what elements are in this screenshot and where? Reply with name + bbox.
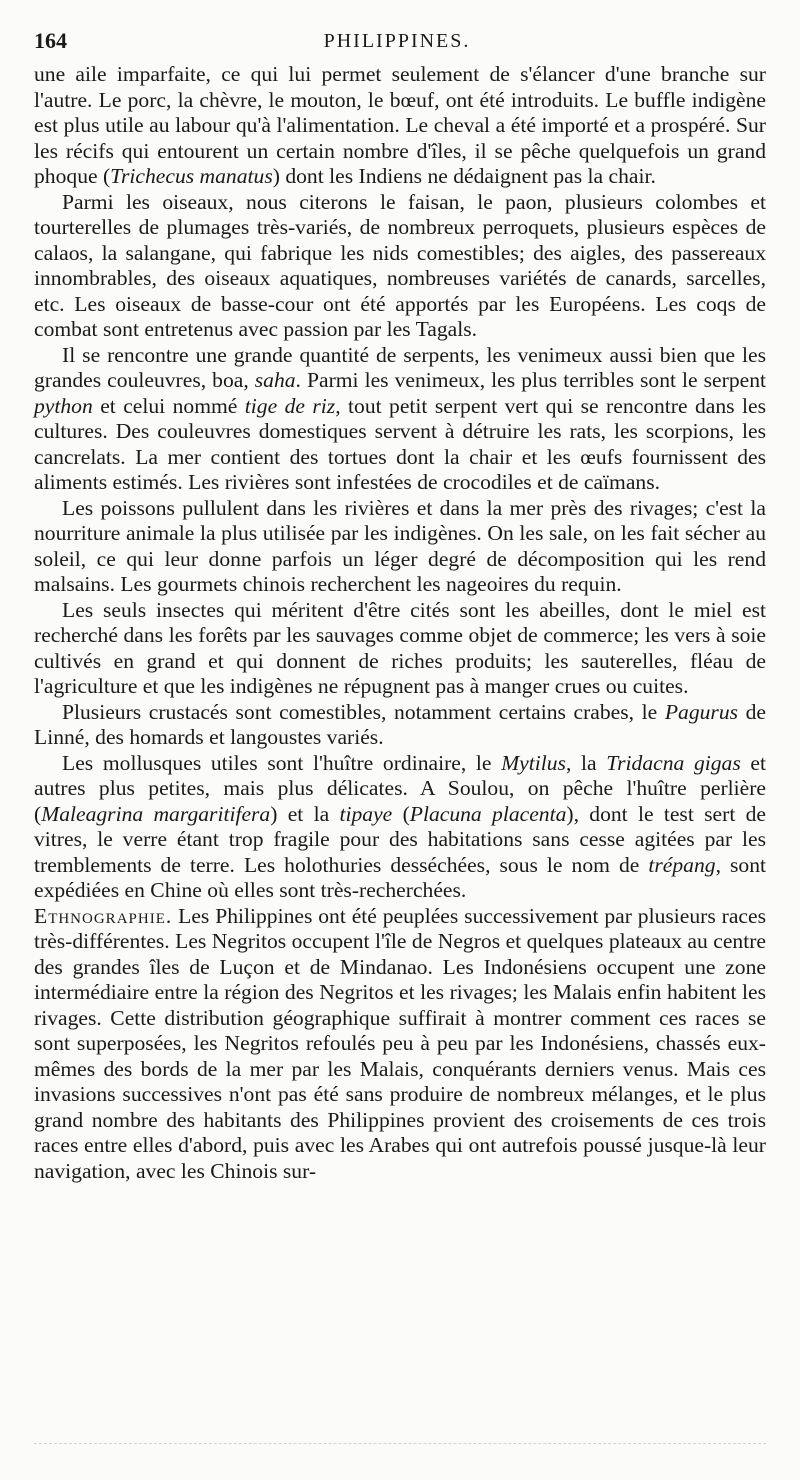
paragraph: [34, 62, 766, 190]
paragraph: [34, 751, 766, 904]
paragraph: [34, 190, 766, 343]
paragraph-ethnographie: [34, 904, 766, 1185]
text-run: Les mollusques utiles sont l'huître ordinaire, le: [62, 750, 502, 775]
italic-term: Mytilus: [501, 750, 566, 775]
text-run: , la: [565, 750, 607, 775]
text-run: ) et la: [270, 801, 340, 826]
paragraph: [34, 496, 766, 598]
italic-term: trépang: [648, 852, 716, 877]
italic-term: Tridacna gigas: [606, 750, 741, 775]
body-text: [34, 62, 766, 1184]
text-run: et celui nommé: [92, 393, 245, 418]
text-run: ) dont les Indiens ne dédaignent pas la chair.: [272, 164, 656, 188]
text-run: de Linné, des homards et langoustes variés.: [34, 699, 766, 749]
running-head: PHILIPPINES.: [323, 30, 471, 52]
paragraph: [34, 343, 766, 496]
text-run: Plusieurs crustacés sont comestibles, notamment certains crabes, le: [62, 699, 665, 724]
page-number: 164: [34, 28, 67, 53]
italic-term: tipaye: [339, 801, 393, 826]
text-run: une aile imparfaite, ce qui lui permet seulement de s'élancer d'une branche sur l'autre. Le porc, la chèvre, le mouton, le bœuf, ont été introduits. Le buffle indigène est plus utile au labour qu'à l'alimentation. Le cheval a été importé et a prospéré. Sur les récifs qui entourent un certain nombre d'îles, il se pêche quelquefois un grand phoque (: [34, 62, 766, 188]
text-run: Les poissons pullulent dans les rivières et dans la mer près des rivages; c'est la nourriture animale la plus utilisée par les indigènes. On les sale, on les fait sécher au soleil, ce qui leur donne parfois un léger degré de décomposition qui les rend malsains. Les gourmets chinois recherchent les nageoires du requin.: [34, 495, 766, 596]
text-run: Il se rencontre une grande quantité de serpents, les venimeux aussi bien que les grandes couleuvres, boa,: [34, 342, 766, 392]
text-run: . Parmi les venimeux, les plus terribles sont le serpent: [295, 368, 766, 392]
italic-term: saha: [254, 368, 296, 392]
text-run: (: [392, 801, 410, 826]
italic-term: Maleagrina margaritifera: [41, 801, 271, 826]
paragraph: [34, 700, 766, 751]
italic-term: Trichecus manatus: [110, 164, 273, 188]
text-run: , sont expédiées en Chine où elles sont très-recherchées.: [34, 852, 766, 902]
section-heading: Ethnographie.: [34, 903, 173, 928]
footer-rule: [34, 1443, 766, 1450]
text-run: , tout petit serpent vert qui se rencontre dans les cultures. Des couleuvres domestiques servent à détruire les rats, les scorpions, les cancrelats. La mer contient des tortues dont la chair et les œufs fournissent des aliments estimés. Les rivières sont infestées de crocodiles et de caïmans.: [34, 393, 766, 494]
italic-term: tige de riz: [244, 393, 336, 418]
page-header: [34, 28, 760, 58]
italic-term: Placuna placenta: [409, 801, 567, 826]
italic-term: Pagurus: [664, 699, 739, 724]
text-run: Parmi les oiseaux, nous citerons le faisan, le paon, plusieurs colombes et tourterelles de plumages très-variés, de nombreux perroquets, plusieurs espèces de calaos, la salangane, qui fabrique les nids comestibles; des aigles, des passereaux innombrables, des oiseaux aquatiques, nombreuses variétés de canards, sarcelles, etc. Les oiseaux de basse-cour ont été apportés par les Européens. Les coqs de combat sont entretenus avec passion par les Tagals.: [34, 189, 766, 341]
text-run: et autres plus petites, mais plus délicates. A Soulou, on pêche l'huître perlière (: [34, 750, 767, 826]
text-run: ), dont le test sert de vitres, le verre étant trop fragile pour des habitations sans cesse agitées par les tremblements de terre. Les holothuries desséchées, sous le nom de: [34, 801, 766, 877]
italic-term: python: [34, 393, 93, 418]
paragraph: [34, 598, 766, 700]
text-run: Les seuls insectes qui méritent d'être cités sont les abeilles, dont le miel est recherché dans les forêts par les sauvages comme objet de commerce; les vers à soie cultivés en grand et qui donnent de riches produits; les sauterelles, fléau de l'agriculture et que les indigènes ne répugnent pas à manger crues ou cuites.: [34, 597, 766, 698]
text-run: Les Philippines ont été peuplées successivement par plusieurs races très-différentes. Les Negritos occupent l'île de Negros et quelques plateaux au centre des grandes îles de Luçon et de Mindanao. Les Indonésiens occupent une zone intermédiaire entre la région des Negritos et les rivages; les Malais enfin habitent les rivages. Cette distribution géographique suffirait à montrer comment ces races se sont superposées, les Negritos refoulés peu à peu par les Indonésiens, chassés eux-mêmes des bords de la mer par les Malais, conquérants derniers venus. Mais ces invasions successives n'ont pas été sans produire de nombreux mélanges, et le plus grand nombre des habitants des Philippines provient des croisements de ces trois races entre elles d'abord, puis avec les Arabes qui ont autrefois poussé jusque-là leur navigation, avec les Chinois sur-: [34, 903, 766, 1183]
